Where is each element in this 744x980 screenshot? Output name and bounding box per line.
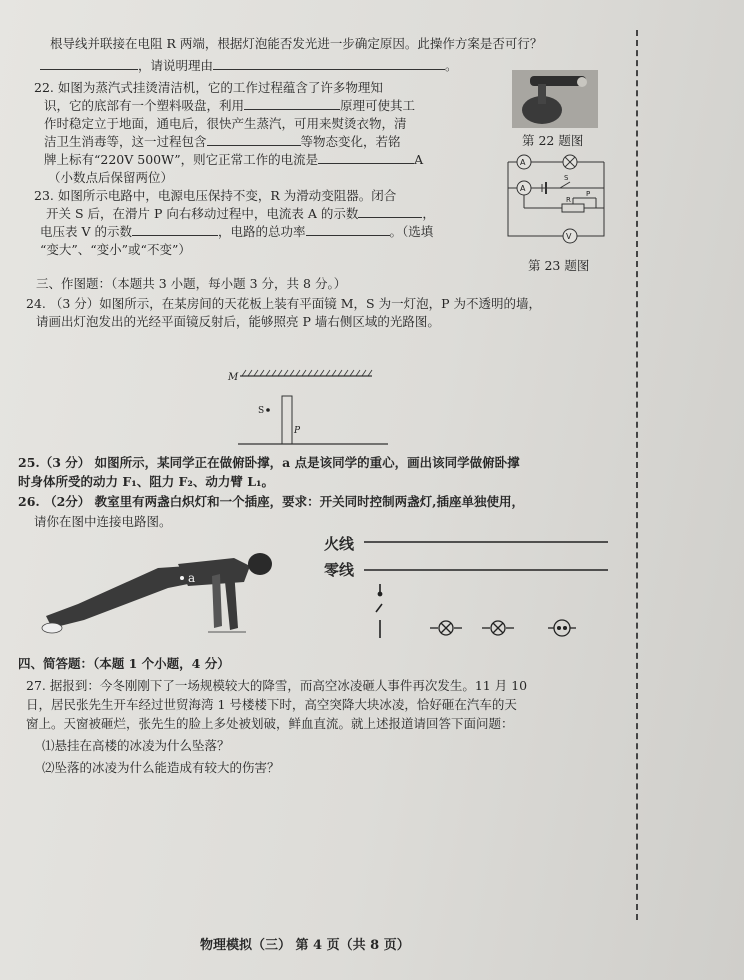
svg-text:A: A xyxy=(520,158,526,167)
answer-blank[interactable] xyxy=(213,58,445,70)
section3-heading: 三、作图题：（本题共 3 小题，每小题 3 分，共 8 分。） xyxy=(36,276,347,291)
svg-text:S: S xyxy=(564,174,569,182)
answer-blank[interactable] xyxy=(40,58,138,70)
q26-circuit-components xyxy=(358,532,610,642)
svg-text:a: a xyxy=(188,571,196,585)
svg-text:R: R xyxy=(566,196,571,204)
steam-cleaner-icon xyxy=(512,70,598,128)
lamp-point-s xyxy=(266,408,270,412)
answer-blank[interactable] xyxy=(358,206,422,218)
q24-line2: 请画出灯泡发出的光经平面镜反射后，能够照亮 P 墙右侧区域的光路图。 xyxy=(36,314,440,329)
q23-caption: 第 23 题图 xyxy=(528,258,590,273)
reason-prompt: ，请说明理由 xyxy=(138,58,214,73)
page-footer: 物理模拟（三） 第 4 页（共 8 页） xyxy=(200,938,410,953)
lamp-icon xyxy=(430,621,462,635)
svg-text:V: V xyxy=(566,232,572,241)
svg-text:M: M xyxy=(228,372,239,383)
answer-blank[interactable] xyxy=(132,224,218,236)
q22-caption: 第 22 题图 xyxy=(522,133,584,148)
center-of-gravity-point xyxy=(180,576,184,580)
q26-line2: 请你在图中连接电路图。 xyxy=(34,514,172,529)
q27-subq2: ⑵坠落的冰凌为什么能造成有较大的伤害？ xyxy=(42,760,280,775)
q27-line1: 27. 据报到：今冬刚刚下了一场规模较大的降雪，而高空冰凌砸人事件再次发生。11 月 10 xyxy=(26,678,528,693)
q24-line1: 24. （3 分）如图所示，在某房间的天花板上装有平面镜 M，S 为一灯泡，P 为不透明的墙， xyxy=(26,296,541,311)
q27-line2: 日，居民张先生开车经过世贸海湾 1 号楼楼下时，高空突降大块冰凌，恰好砸在汽车的天 xyxy=(26,697,517,712)
q22-line1: 22. 如图为蒸汽式挂烫清洁机，它的工作过程蕴含了许多物理知 xyxy=(34,80,383,95)
q23-line2: 开关 S 后，在滑片 P 向右移动过程中，电流表 A 的示数 ， xyxy=(46,206,435,221)
steam-cleaner-photo xyxy=(512,70,598,128)
q23-circuit-diagram xyxy=(500,150,610,248)
q22-line6: （小数点后保留两位） xyxy=(48,170,174,185)
q26-line1: 26. （2分） 教室里有两盏白炽灯和一个插座，要求：开关同时控制两盏灯,插座单独使用， xyxy=(18,494,525,509)
svg-text:P: P xyxy=(294,426,301,436)
svg-text:S: S xyxy=(258,406,265,416)
binding-dashed-line xyxy=(636,30,638,920)
neutral-wire-label: 零线 xyxy=(324,561,355,579)
q22-line2: 识，它的底部有一个塑料吸盘，利用 原理可使其工 xyxy=(44,98,416,113)
ceiling-hatching xyxy=(242,370,372,376)
section4-heading: 四、简答题：（本题 1 个小题，4 分） xyxy=(18,656,230,671)
answer-blank[interactable] xyxy=(207,134,301,146)
reason-line: ，请说明理由 。 xyxy=(40,58,458,74)
answer-blank[interactable] xyxy=(306,224,390,236)
svg-text:P: P xyxy=(586,190,591,198)
q22-line5: 牌上标有“220V 500W”，则它正常工作的电流是 A xyxy=(44,152,424,167)
q27-subq1: ⑴悬挂在高楼的冰凌为什么坠落？ xyxy=(42,738,230,753)
q24-mirror-diagram xyxy=(226,366,396,450)
pushup-figure xyxy=(38,542,288,642)
socket-icon xyxy=(548,620,576,636)
q23-line3: 电压表 V 的示数 ，电路的总功率 。（选填 xyxy=(40,224,434,239)
previous-question-tail: 根导线并联接在电阻 R 两端，根据灯泡能否发光进一步确定原因。此操作方案是否可行？ xyxy=(50,36,543,51)
live-wire-label: 火线 xyxy=(324,535,355,553)
svg-text:A: A xyxy=(520,184,526,193)
q25-line1: 25.（3 分） 如图所示，某同学正在做俯卧撑，a 点是该同学的重心，画出该同学做俯卧撑 xyxy=(18,455,520,470)
wall-p xyxy=(282,396,292,444)
q22-line3: 作时稳定立于地面，通电后，很快产生蒸汽，可用来熨烫衣物，清 xyxy=(44,116,407,131)
q22-line4: 洁卫生消毒等，这一过程包含 等物态变化，若铭 xyxy=(44,134,401,149)
answer-blank[interactable] xyxy=(318,152,414,164)
switch-icon xyxy=(376,584,382,638)
lamp-icon xyxy=(482,621,514,635)
q23-line1: 23. 如图所示电路中，电源电压保持不变，R 为滑动变阻器。闭合 xyxy=(34,188,397,203)
q23-line4: “变大”、“变小”或“不变”） xyxy=(40,242,191,257)
q27-line3: 窗上。天窗被砸烂，张先生的脸上多处被划破，鲜血直流。就上述报道请回答下面问题： xyxy=(26,716,514,731)
q25-line2: 时身体所受的动力 F₁、阻力 F₂、动力臂 L₁。 xyxy=(18,474,275,489)
answer-blank[interactable] xyxy=(244,98,340,110)
